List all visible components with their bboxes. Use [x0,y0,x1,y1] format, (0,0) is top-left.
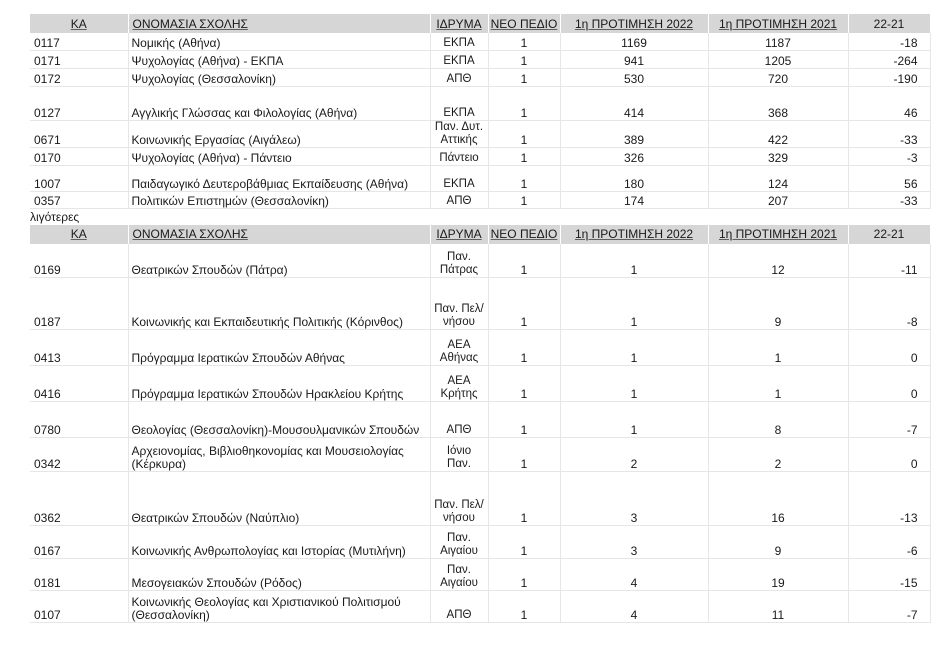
cell-diff[interactable]: 0 [848,438,930,472]
cell-pref-2022[interactable]: 530 [560,68,708,86]
cell-code[interactable]: 0362 [30,472,128,526]
cell-diff[interactable]: -11 [848,244,930,278]
table-row[interactable] [30,278,930,330]
cell-pref-2022[interactable]: 3 [560,472,708,526]
table-row[interactable] [30,591,930,623]
cell-new-field[interactable]: 1 [488,330,560,366]
cell-name[interactable]: Πολιτικών Επιστημών (Θεσσαλονίκη) [128,191,430,208]
header-code[interactable]: ΚΑ [30,225,128,244]
cell-code[interactable]: 0117 [30,33,128,50]
cell-new-field[interactable]: 1 [488,86,560,120]
table-row[interactable] [30,526,930,559]
cell-name[interactable]: Κοινωνικής Θεολογίας και Χριστιανικού Πολιτισμού (Θεσσαλονίκη) [128,591,430,623]
cell-institution[interactable]: Παν. Πελ/νήσου [430,278,488,330]
cell-pref-2021[interactable]: 1 [708,366,848,402]
cell-institution[interactable]: ΑΠΘ [430,591,488,623]
header-name[interactable]: ΟΝΟΜΑΣΙΑ ΣΧΟΛΗΣ [128,14,430,33]
header-institution[interactable]: ΙΔΡΥΜΑ [430,225,488,244]
header-new-field[interactable]: ΝΕΟ ΠΕΔΙΟ [488,225,560,244]
cell-pref-2021[interactable]: 11 [708,591,848,623]
cell-name[interactable]: Πρόγραμμα Ιερατικών Σπουδών Ηρακλείου Κρήτης [128,366,430,402]
cell-name[interactable]: Ψυχολογίας (Αθήνα) - ΕΚΠΑ [128,50,430,68]
spreadsheet [30,14,930,623]
cell-pref-2021[interactable]: 422 [708,120,848,147]
cell-name[interactable]: Ψυχολογίας (Αθήνα) - Πάντειο [128,147,430,165]
cell-name[interactable]: Πρόγραμμα Ιερατικών Σπουδών Αθήνας [128,330,430,366]
cell-code[interactable]: 0413 [30,330,128,366]
cell-name[interactable]: Μεσογειακών Σπουδών (Ρόδος) [128,559,430,591]
cell-institution[interactable]: Παν. Δυτ. Αττικής [430,120,488,147]
cell-code[interactable]: 0181 [30,559,128,591]
table-row[interactable] [30,191,930,208]
cell-pref-2021[interactable]: 1 [708,330,848,366]
cell-pref-2022[interactable]: 4 [560,591,708,623]
header-new-field[interactable]: ΝΕΟ ΠΕΔΙΟ [488,14,560,33]
header-row [30,225,930,244]
cell-institution[interactable]: ΑΠΘ [430,68,488,86]
cell-pref-2021[interactable]: 207 [708,191,848,208]
table-row[interactable] [30,165,930,191]
cell-code[interactable]: 0671 [30,120,128,147]
header-code[interactable]: ΚΑ [30,14,128,33]
table-row[interactable] [30,402,930,438]
cell-code[interactable]: 0169 [30,244,128,278]
cell-new-field[interactable]: 1 [488,526,560,559]
table-row[interactable] [30,330,930,366]
header-name[interactable]: ΟΝΟΜΑΣΙΑ ΣΧΟΛΗΣ [128,225,430,244]
cell-pref-2022[interactable]: 174 [560,191,708,208]
cell-diff[interactable]: -33 [848,120,930,147]
cell-pref-2021[interactable]: 19 [708,559,848,591]
cell-new-field[interactable]: 1 [488,472,560,526]
cell-code[interactable]: 0187 [30,278,128,330]
cell-new-field[interactable]: 1 [488,147,560,165]
cell-pref-2022[interactable]: 3 [560,526,708,559]
cell-name[interactable]: Θεολογίας (Θεσσαλονίκη)-Μουσουλμανικών Σπουδών [128,402,430,438]
cell-institution[interactable]: ΑΕΑ Αθήνας [430,330,488,366]
cell-new-field[interactable]: 1 [488,165,560,191]
section-label-fewer: λιγότερες [30,209,80,224]
table-row[interactable] [30,86,930,120]
cell-pref-2022[interactable]: 1 [560,244,708,278]
cell-institution[interactable]: ΕΚΠΑ [430,86,488,120]
cell-pref-2022[interactable]: 1 [560,330,708,366]
cell-pref-2021[interactable]: 2 [708,438,848,472]
cell-code[interactable]: 0170 [30,147,128,165]
table-row[interactable] [30,50,930,68]
table-row[interactable] [30,244,930,278]
table-row[interactable] [30,120,930,147]
cell-pref-2022[interactable]: 1 [560,366,708,402]
cell-new-field[interactable]: 1 [488,120,560,147]
table-row[interactable] [30,68,930,86]
table-row[interactable] [30,472,930,526]
cell-diff[interactable]: -3 [848,147,930,165]
cell-new-field[interactable]: 1 [488,402,560,438]
header-row [30,14,930,33]
cell-code[interactable]: 0172 [30,68,128,86]
header-pref-2021[interactable]: 1η ΠΡΟΤΙΜΗΣΗ 2021 [708,225,848,244]
table-row[interactable] [30,366,930,402]
cell-code[interactable]: 0127 [30,86,128,120]
header-pref-2021[interactable]: 1η ΠΡΟΤΙΜΗΣΗ 2021 [708,14,848,33]
cell-diff[interactable]: -33 [848,191,930,208]
cell-code[interactable]: 0167 [30,526,128,559]
cell-name[interactable]: Ψυχολογίας (Θεσσαλονίκη) [128,68,430,86]
header-diff[interactable]: 22-21 [848,14,930,33]
cell-pref-2021[interactable]: 12 [708,244,848,278]
cell-pref-2022[interactable]: 2 [560,438,708,472]
cell-new-field[interactable]: 1 [488,438,560,472]
cell-new-field[interactable]: 1 [488,33,560,50]
table-row[interactable] [30,438,930,472]
cell-code[interactable]: 0171 [30,50,128,68]
cell-name[interactable]: Παιδαγωγικό Δευτεροβάθμιας Εκπαίδευσης (Αθήνα) [128,165,430,191]
cell-name[interactable]: Αρχειονομίας, Βιβλιοθηκονομίας και Μουσειολογίας (Κέρκυρα) [128,438,430,472]
cell-diff[interactable]: -7 [848,591,930,623]
cell-pref-2021[interactable]: 368 [708,86,848,120]
cell-diff[interactable]: 0 [848,366,930,402]
cell-new-field[interactable]: 1 [488,50,560,68]
cell-code[interactable]: 0416 [30,366,128,402]
cell-diff[interactable]: -18 [848,33,930,50]
cell-institution[interactable]: ΕΚΠΑ [430,50,488,68]
cell-pref-2021[interactable]: 16 [708,472,848,526]
header-pref-2022[interactable]: 1η ΠΡΟΤΙΜΗΣΗ 2022 [560,14,708,33]
cell-pref-2022[interactable]: 326 [560,147,708,165]
cell-name[interactable]: Θεατρικών Σπουδών (Ναύπλιο) [128,472,430,526]
cell-pref-2021[interactable]: 329 [708,147,848,165]
cell-pref-2022[interactable]: 4 [560,559,708,591]
cell-pref-2021[interactable]: 9 [708,278,848,330]
table-row[interactable] [30,33,930,50]
cell-diff[interactable]: -6 [848,526,930,559]
cell-institution[interactable]: Παν. Αιγαίου [430,526,488,559]
cell-diff[interactable]: -13 [848,472,930,526]
cell-diff[interactable]: -190 [848,68,930,86]
cell-institution[interactable]: Παν. Πάτρας [430,244,488,278]
cell-code[interactable]: 0342 [30,438,128,472]
cell-institution[interactable]: ΑΕΑ Κρήτης [430,366,488,402]
cell-pref-2021[interactable]: 1187 [708,33,848,50]
cell-diff[interactable]: -264 [848,50,930,68]
cell-new-field[interactable]: 1 [488,591,560,623]
cell-pref-2022[interactable]: 1 [560,278,708,330]
cell-diff[interactable]: -7 [848,402,930,438]
cell-pref-2021[interactable]: 8 [708,402,848,438]
cell-new-field[interactable]: 1 [488,366,560,402]
cell-institution[interactable]: ΕΚΠΑ [430,33,488,50]
cell-pref-2021[interactable]: 720 [708,68,848,86]
cell-institution[interactable]: Ιόνιο Παν. [430,438,488,472]
cell-pref-2022[interactable]: 1169 [560,33,708,50]
cell-code[interactable]: 0357 [30,191,128,208]
cell-institution[interactable]: ΑΠΘ [430,402,488,438]
cell-name[interactable]: Νομικής (Αθήνα) [128,33,430,50]
cell-code[interactable]: 0780 [30,402,128,438]
cell-pref-2022[interactable]: 1 [560,402,708,438]
header-diff[interactable]: 22-21 [848,225,930,244]
cell-diff[interactable]: 46 [848,86,930,120]
bottom-table [30,225,931,624]
cell-pref-2022[interactable]: 180 [560,165,708,191]
cell-name[interactable]: Κοινωνικής και Εκπαιδευτικής Πολιτικής (Κόρινθος) [128,278,430,330]
cell-pref-2022[interactable]: 941 [560,50,708,68]
cell-code[interactable]: 0107 [30,591,128,623]
cell-name[interactable]: Κοινωνικής Ανθρωπολογίας και Ιστορίας (Μυτιλήνη) [128,526,430,559]
cell-name[interactable]: Αγγλικής Γλώσσας και Φιλολογίας (Αθήνα) [128,86,430,120]
cell-new-field[interactable]: 1 [488,191,560,208]
cell-new-field[interactable]: 1 [488,278,560,330]
cell-diff[interactable]: 56 [848,165,930,191]
cell-pref-2021[interactable]: 1205 [708,50,848,68]
table-row[interactable] [30,559,930,591]
top-table [30,14,931,209]
cell-pref-2022[interactable]: 414 [560,86,708,120]
cell-name[interactable]: Κοινωνικής Εργασίας (Αιγάλεω) [128,120,430,147]
cell-name[interactable]: Θεατρικών Σπουδών (Πάτρα) [128,244,430,278]
cell-diff[interactable]: -15 [848,559,930,591]
cell-institution[interactable]: Παν. Πελ/νήσου [430,472,488,526]
cell-pref-2021[interactable]: 124 [708,165,848,191]
cell-institution[interactable]: ΕΚΠΑ [430,165,488,191]
cell-new-field[interactable]: 1 [488,559,560,591]
table-row[interactable] [30,147,930,165]
cell-pref-2022[interactable]: 389 [560,120,708,147]
cell-new-field[interactable]: 1 [488,244,560,278]
cell-code[interactable]: 1007 [30,165,128,191]
cell-diff[interactable]: -8 [848,278,930,330]
header-pref-2022[interactable]: 1η ΠΡΟΤΙΜΗΣΗ 2022 [560,225,708,244]
cell-pref-2021[interactable]: 9 [708,526,848,559]
cell-diff[interactable]: 0 [848,330,930,366]
cell-institution[interactable]: Πάντειο [430,147,488,165]
cell-new-field[interactable]: 1 [488,68,560,86]
header-institution[interactable]: ΙΔΡΥΜΑ [430,14,488,33]
cell-institution[interactable]: Παν. Αιγαίου [430,559,488,591]
cell-institution[interactable]: ΑΠΘ [430,191,488,208]
